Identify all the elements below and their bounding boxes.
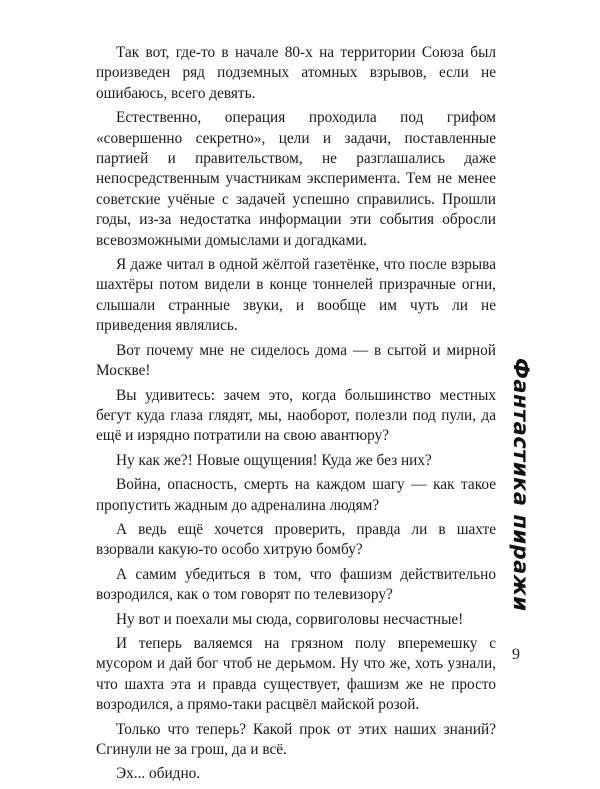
paragraph-13: Эх... обидно. [116,765,201,783]
paragraph-8: А ведь ещё хочется проверить, правда ли в шахте взорвали какую-то особо хитрую бомбу? [96,520,496,559]
body-text [96,43,496,789]
paragraph-12: Только что теперь? Какой прок от этих наших знаний? Сгинули не за грош, да и всё. [96,720,496,758]
paragraph-10: Ну вот и поехали мы сюда, сорвиголовы несчастные! [116,610,464,628]
running-title: Фантастика пиражи [509,358,533,612]
paragraph-6: Ну как же?! Новые ощущения! Куда же без них? [116,451,432,469]
paragraph-4: Вот почему мне не сиделось дома — в сытой и мирной Москве! [96,341,496,380]
paragraph-11: И теперь валяемся на грязном полу вперемешку с мусором и дай бог чтоб не дерьмом. Ну что же, хоть узнали, что шахта эта и правда существует, фашизм же не просто возродился, а прямо-таки расцвёл майской розой. [96,634,496,714]
paragraph-2: Естественно, операция проходила под грифом «совершенно секретно», цели и задачи, поставленные партией и правительством, не разглашались даже непосредственным участникам эксперимента. Тем не менее советские учёные с задачей успешно справились. Прошли годы, из-за недостатка информации эти события обросли всевозможными домыслами и догадками. [96,109,496,249]
paragraph-5: Вы удивитесь: зачем это, когда большинство местных бегут куда глаза глядят, мы, наоборот, полезли под пули, да ещё и изрядно потратили на свою авантюру? [96,386,496,445]
paragraph-1: Так вот, где-то в начале 80-х на территории Союза был произведен ряд подземных атомных взрывов, если не ошибаюсь, всего девять. [96,44,496,102]
paragraph-3: Я даже читал в одной жёлтой газетёнке, что после взрыва шахтёры потом видели в конце тоннелей призрачные огни, слышали странные звуки, и вообще им чуть ли не приведения являлись. [96,256,496,335]
page-number: 9 [512,646,520,663]
paragraph-7: Война, опасность, смерть на каждом шагу — как такое пропустить жадным до адреналина людям? [96,476,496,514]
paragraph-9: А самим убедиться в том, что фашизм действительно возродился, как о том говорят по телевизору? [96,565,496,604]
